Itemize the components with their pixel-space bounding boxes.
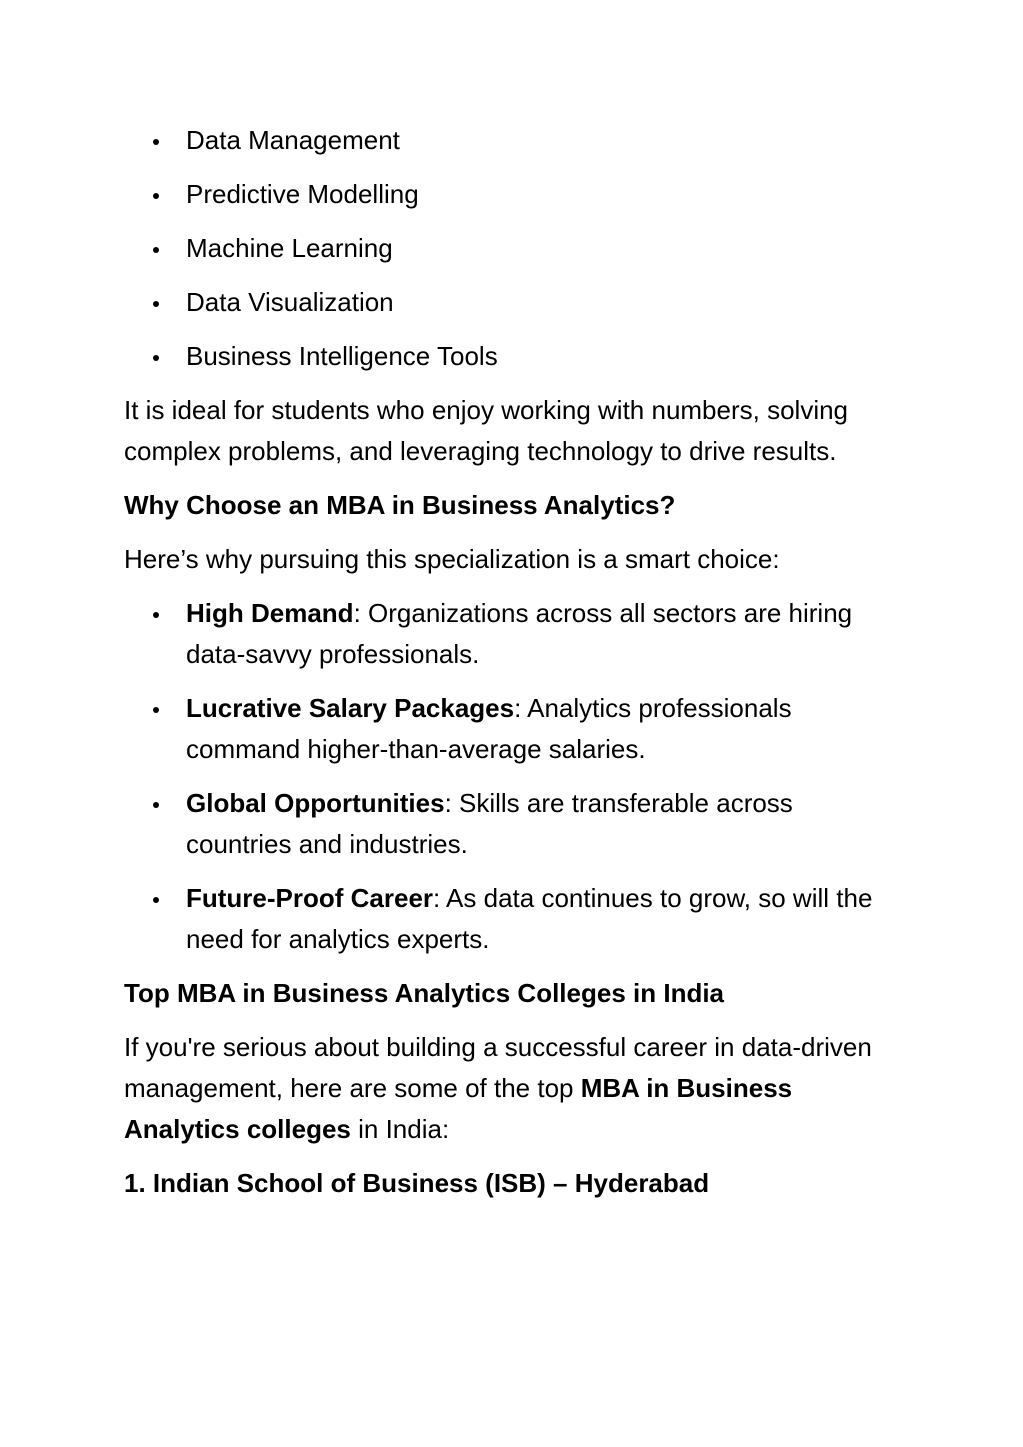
list-item-text: Predictive Modelling — [186, 179, 419, 209]
reason-text: : Organizations across all sectors are hiring data-savvy professionals. — [186, 598, 853, 669]
list-item — [124, 688, 904, 770]
college-1-heading: 1. Indian School of Business (ISB) – Hyderabad — [124, 1168, 710, 1198]
intro-text-after: in India: — [350, 1114, 450, 1144]
intro-text-bold: MBA in Business Analytics colleges — [124, 1073, 793, 1144]
list-item — [124, 336, 904, 377]
list-item — [124, 878, 904, 960]
list-item-text: Business Intelligence Tools — [186, 341, 498, 371]
intro-text-before: If you're serious about building a successful career in data-driven management, here are some of the top — [124, 1032, 872, 1103]
bullet-icon — [153, 301, 159, 307]
bullet-icon — [153, 247, 159, 253]
reason-title: High Demand — [186, 598, 354, 628]
list-item — [124, 174, 904, 215]
bullet-icon — [153, 139, 159, 145]
document-content — [124, 120, 904, 1217]
reason-text: : As data continues to grow, so will the need for analytics experts. — [186, 883, 873, 954]
ideal-paragraph: It is ideal for students who enjoy working with numbers, solving complex problems, and leveraging technology to drive results. — [124, 395, 849, 466]
top-colleges-intro — [124, 1027, 904, 1150]
list-item — [124, 228, 904, 269]
bullet-icon — [153, 707, 159, 713]
bullet-icon — [153, 193, 159, 199]
list-item — [124, 593, 904, 675]
skills-list — [124, 120, 904, 377]
list-item-text: Machine Learning — [186, 233, 393, 263]
reason-title: Global Opportunities — [186, 788, 445, 818]
bullet-icon — [153, 612, 159, 618]
list-item — [124, 120, 904, 161]
why-intro: Here’s why pursuing this specialization is a smart choice: — [124, 544, 780, 574]
top-colleges-heading: Top MBA in Business Analytics Colleges in India — [124, 978, 725, 1008]
list-item — [124, 282, 904, 323]
reason-title: Future-Proof Career — [186, 883, 434, 913]
reason-title: Lucrative Salary Packages — [186, 693, 515, 723]
reason-text: : Analytics professionals command higher-than-average salaries. — [186, 693, 792, 764]
list-item-text: Data Visualization — [186, 287, 394, 317]
bullet-icon — [153, 802, 159, 808]
bullet-icon — [153, 897, 159, 903]
bullet-icon — [153, 355, 159, 361]
list-item — [124, 783, 904, 865]
reason-text: : Skills are transferable across countries and industries. — [186, 788, 793, 859]
reasons-list — [124, 593, 904, 960]
why-heading: Why Choose an MBA in Business Analytics? — [124, 490, 676, 520]
list-item-text: Data Management — [186, 125, 400, 155]
